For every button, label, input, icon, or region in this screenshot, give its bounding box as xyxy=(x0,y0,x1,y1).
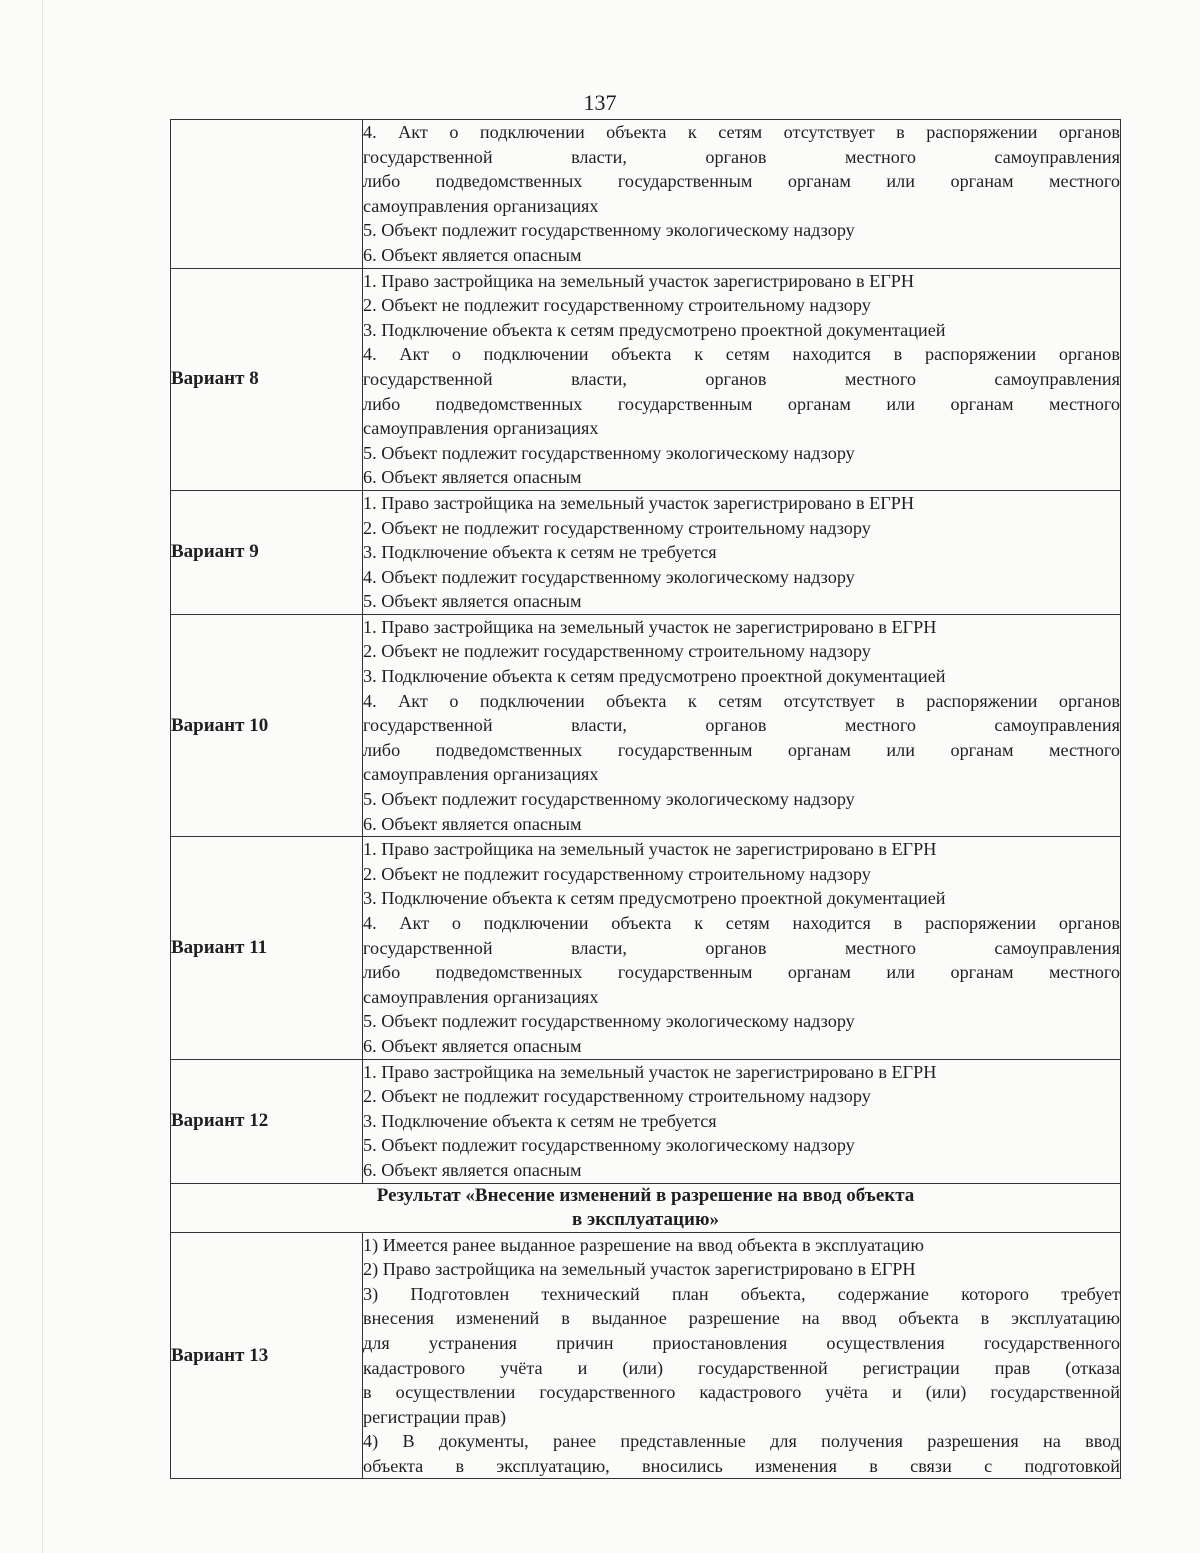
condition-line: 2. Объект не подлежит государственному строительному надзору xyxy=(363,1086,871,1107)
conditions-cell xyxy=(363,1059,1121,1183)
table-body xyxy=(171,120,1121,1479)
condition-line: внесения изменений в выданное разрешение на ввод объекта в эксплуатацию xyxy=(363,1308,1120,1329)
condition-line: 3. Подключение объекта к сетям предусмотрено проектной документацией xyxy=(363,666,946,687)
condition-line: 4. Объект подлежит государственному экологическому надзору xyxy=(363,566,855,587)
condition-line: государственной власти, органов местного самоуправления xyxy=(363,368,1120,389)
condition-line: 4. Акт о подключении объекта к сетям отсутствует в распоряжении органов xyxy=(363,690,1120,711)
conditions-cell xyxy=(363,120,1121,269)
condition-line: самоуправления организациях xyxy=(363,195,599,216)
condition-line: 2. Объект не подлежит государственному строительному надзору xyxy=(363,295,871,316)
condition-line: самоуправления организациях xyxy=(363,986,599,1007)
condition-line: 5. Объект является опасным xyxy=(363,591,582,612)
condition-line: 3. Подключение объекта к сетям предусмотрено проектной документацией xyxy=(363,888,946,909)
condition-line: государственной власти, органов местного самоуправления xyxy=(363,715,1120,736)
conditions-cell xyxy=(363,614,1121,836)
condition-line: 4. Акт о подключении объекта к сетям находится в распоряжении органов xyxy=(363,344,1120,365)
table-row xyxy=(171,837,1121,1059)
result-heading-line: Результат «Внесение изменений в разрешение на ввод объекта xyxy=(376,1184,915,1206)
conditions-cell xyxy=(363,268,1121,490)
scan-edge-line xyxy=(42,0,43,1553)
condition-line: либо подведомственных государственным органам или органам местного xyxy=(363,962,1120,983)
result-heading-line: в эксплуатацию» xyxy=(572,1208,719,1230)
variant-label: Вариант 11 xyxy=(171,837,363,1059)
condition-line: в осуществлении государственного кадастрового учёта и (или) государственной xyxy=(363,1382,1120,1403)
table-row xyxy=(171,1183,1121,1232)
condition-line: 5. Объект подлежит государственному экологическому надзору xyxy=(363,442,855,463)
variant-label: Вариант 10 xyxy=(171,614,363,836)
condition-line: либо подведомственных государственным органам или органам местного xyxy=(363,171,1120,192)
condition-line: либо подведомственных государственным органам или органам местного xyxy=(363,393,1120,414)
condition-line: 4. Акт о подключении объекта к сетям отсутствует в распоряжении органов xyxy=(363,122,1120,142)
condition-line: 6. Объект является опасным xyxy=(363,1159,582,1180)
condition-line: 5. Объект подлежит государственному экологическому надзору xyxy=(363,1135,855,1156)
conditions-cell xyxy=(363,490,1121,614)
condition-line: 3. Подключение объекта к сетям не требуется xyxy=(363,542,717,563)
condition-line: самоуправления организациях xyxy=(363,418,599,439)
condition-line: государственной власти, органов местного самоуправления xyxy=(363,937,1120,958)
condition-line: 3. Подключение объекта к сетям предусмотрено проектной документацией xyxy=(363,319,946,340)
conditions-cell xyxy=(363,837,1121,1059)
condition-line: 5. Объект подлежит государственному экологическому надзору xyxy=(363,789,855,810)
condition-line: кадастрового учёта и (или) государственной регистрации прав (отказа xyxy=(363,1357,1120,1378)
table-row xyxy=(171,120,1121,269)
condition-line: 1. Право застройщика на земельный участок зарегистрировано в ЕГРН xyxy=(363,270,914,291)
condition-line: 6. Объект является опасным xyxy=(363,813,582,834)
variant-label: Вариант 12 xyxy=(171,1059,363,1183)
variant-label: Вариант 9 xyxy=(171,490,363,614)
condition-line: 6. Объект является опасным xyxy=(363,244,582,265)
condition-line: 4) В документы, ранее представленные для получения разрешения на ввод xyxy=(363,1431,1120,1452)
condition-line: 3. Подключение объекта к сетям не требуется xyxy=(363,1110,717,1131)
condition-line: государственной власти, органов местного самоуправления xyxy=(363,146,1120,167)
conditions-table xyxy=(170,119,1121,1479)
table-row xyxy=(171,268,1121,490)
table-row xyxy=(171,614,1121,836)
result-heading xyxy=(171,1183,1121,1232)
condition-line: 3) Подготовлен технический план объекта, содержание которого требует xyxy=(363,1283,1120,1304)
variant-label: Вариант 13 xyxy=(171,1232,363,1479)
condition-line: 2. Объект не подлежит государственному строительному надзору xyxy=(363,517,871,538)
condition-line: 6. Объект является опасным xyxy=(363,1035,582,1056)
condition-line: либо подведомственных государственным органам или органам местного xyxy=(363,739,1120,760)
variant-label xyxy=(171,120,363,269)
condition-line: 1. Право застройщика на земельный участок зарегистрировано в ЕГРН xyxy=(363,492,914,513)
condition-line: 6. Объект является опасным xyxy=(363,467,582,488)
conditions-cell xyxy=(363,1232,1121,1479)
condition-line: 5. Объект подлежит государственному экологическому надзору xyxy=(363,220,855,241)
page-number: 137 xyxy=(583,90,617,115)
condition-line: 1) Имеется ранее выданное разрешение на ввод объекта в эксплуатацию xyxy=(363,1234,924,1255)
condition-line: 1. Право застройщика на земельный участок не зарегистрировано в ЕГРН xyxy=(363,839,937,860)
condition-line: 2. Объект не подлежит государственному строительному надзору xyxy=(363,641,871,662)
condition-line: 5. Объект подлежит государственному экологическому надзору xyxy=(363,1011,855,1032)
condition-line: регистрации прав) xyxy=(363,1406,507,1427)
condition-line: 4. Акт о подключении объекта к сетям находится в распоряжении органов xyxy=(363,913,1120,933)
condition-line: для устранения причин приостановления осуществления государственного xyxy=(363,1332,1120,1353)
condition-line: 2. Объект не подлежит государственному строительному надзору xyxy=(363,863,871,884)
condition-line: 1. Право застройщика на земельный участок не зарегистрировано в ЕГРН xyxy=(363,616,937,637)
condition-line: 1. Право застройщика на земельный участок не зарегистрировано в ЕГРН xyxy=(363,1061,937,1082)
table-row xyxy=(171,490,1121,614)
condition-line: самоуправления организациях xyxy=(363,764,599,785)
table-row xyxy=(171,1232,1121,1479)
condition-line: 2) Право застройщика на земельный участок зарегистрировано в ЕГРН xyxy=(363,1259,916,1280)
condition-line: объекта в эксплуатацию, вносились изменения в связи с подготовкой xyxy=(363,1455,1120,1476)
variant-label: Вариант 8 xyxy=(171,268,363,490)
table-row xyxy=(171,1059,1121,1183)
